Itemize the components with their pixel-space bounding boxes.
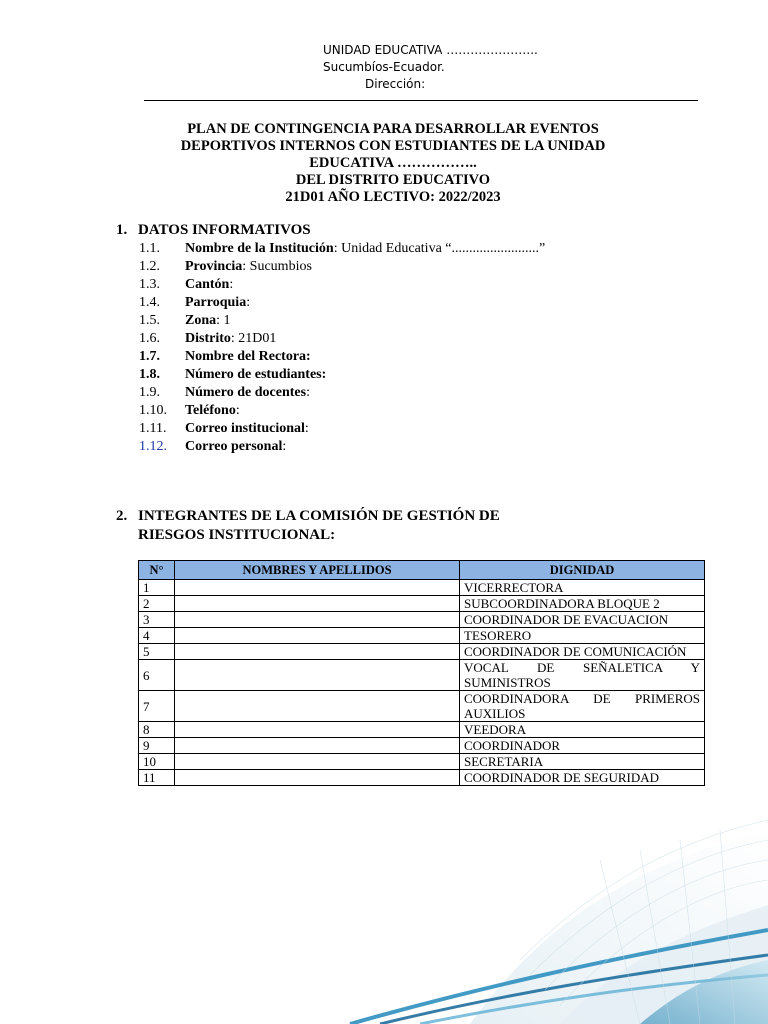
- item-value: : 1: [216, 313, 231, 328]
- row-role: VICERRECTORA: [460, 580, 705, 596]
- committee-members-table: [138, 560, 705, 786]
- table-row: [139, 596, 705, 612]
- table-row: [139, 738, 705, 754]
- item-label: Nombre de la Institución: [185, 241, 334, 256]
- row-role: VEEDORA: [460, 722, 705, 738]
- row-role: COORDINADORA DE PRIMEROS AUXILIOS: [460, 691, 705, 722]
- school-name-line: UNIDAD EDUCATIVA …………………..: [323, 43, 538, 57]
- item-number: 1.8.: [139, 367, 160, 382]
- row-role: VOCAL DE SEÑALETICA Y SUMINISTROS: [460, 660, 705, 691]
- item-label: Parroquia: [185, 295, 247, 310]
- section-1-heading: [116, 222, 311, 239]
- section-1-number: 1.: [116, 222, 128, 238]
- item-number: 1.1.: [139, 241, 160, 256]
- item-number: 1.3.: [139, 277, 160, 292]
- row-name-cell: [175, 596, 460, 612]
- document-title: [150, 121, 636, 206]
- table-row: [139, 691, 705, 722]
- row-number: 11: [139, 770, 175, 786]
- item-value: :: [235, 403, 240, 418]
- item-number: 1.4.: [139, 295, 160, 310]
- row-role: TESORERO: [460, 628, 705, 644]
- item-label: Cantón: [185, 277, 230, 292]
- row-role: SUBCOORDINADORA BLOQUE 2: [460, 596, 705, 612]
- row-number: 2: [139, 596, 175, 612]
- item-value: : Sucumbios: [242, 259, 312, 274]
- item-value: :: [304, 421, 309, 436]
- item-label: Distrito: [185, 331, 231, 346]
- table-row: [139, 612, 705, 628]
- column-header-names: NOMBRES Y APELLIDOS: [175, 561, 460, 580]
- column-header-number: N°: [139, 561, 175, 580]
- item-number: 1.7.: [139, 349, 160, 364]
- row-name-cell: [175, 660, 460, 691]
- item-number: 1.6.: [139, 331, 160, 346]
- title-line-2: DEPORTIVOS INTERNOS CON ESTUDIANTES DE LA UNIDAD: [180, 138, 606, 154]
- item-value: : 21D01: [230, 331, 277, 346]
- section-1-title: DATOS INFORMATIVOS: [138, 222, 311, 238]
- row-number: 8: [139, 722, 175, 738]
- item-value: :: [229, 277, 234, 292]
- row-role: SECRETARIA: [460, 754, 705, 770]
- row-name-cell: [175, 754, 460, 770]
- table-row: [139, 754, 705, 770]
- column-header-role: DIGNIDAD: [460, 561, 705, 580]
- title-line-5: 21D01 AÑO LECTIVO: 2022/2023: [285, 189, 501, 205]
- section-2-title-line-2: RIESGOS INSTITUCIONAL:: [138, 527, 336, 543]
- item-label: Teléfono: [185, 403, 236, 418]
- title-line-3: EDUCATIVA ……………..: [309, 155, 477, 171]
- row-number: 1: [139, 580, 175, 596]
- row-role: COORDINADOR DE COMUNICACIÓN: [460, 644, 705, 660]
- row-name-cell: [175, 644, 460, 660]
- table-header-row: [139, 561, 705, 580]
- row-number: 6: [139, 660, 175, 691]
- row-name-cell: [175, 612, 460, 628]
- item-value: :: [282, 439, 287, 454]
- item-label: Número de estudiantes:: [185, 367, 327, 382]
- table-row: [139, 770, 705, 786]
- title-line-4: DEL DISTRITO EDUCATIVO: [295, 172, 491, 188]
- item-value: : Unidad Educativa “.........................”: [333, 241, 546, 256]
- table-row: [139, 628, 705, 644]
- row-role: COORDINADOR DE SEGURIDAD: [460, 770, 705, 786]
- item-number: 1.12.: [139, 439, 167, 454]
- row-name-cell: [175, 738, 460, 754]
- item-number: 1.2.: [139, 259, 160, 274]
- table-row: [139, 722, 705, 738]
- item-label: Número de docentes: [185, 385, 307, 400]
- section-2-title-line-1: INTEGRANTES DE LA COMISIÓN DE GESTIÓN DE: [138, 508, 500, 524]
- row-number: 7: [139, 691, 175, 722]
- item-number: 1.5.: [139, 313, 160, 328]
- row-name-cell: [175, 580, 460, 596]
- item-label: Correo personal: [185, 439, 283, 454]
- row-name-cell: [175, 722, 460, 738]
- item-value: :: [246, 295, 251, 310]
- item-label: Nombre del Rectora:: [185, 349, 311, 364]
- row-number: 4: [139, 628, 175, 644]
- row-number: 9: [139, 738, 175, 754]
- row-role: COORDINADOR DE EVACUACION: [460, 612, 705, 628]
- table-row: [139, 644, 705, 660]
- address-line: Dirección:: [365, 77, 426, 91]
- item-number: 1.11.: [139, 421, 167, 436]
- table-row: [139, 660, 705, 691]
- table-row: [139, 580, 705, 596]
- item-label: Provincia: [185, 259, 243, 274]
- item-label: Correo institucional: [185, 421, 305, 436]
- location-line: Sucumbíos-Ecuador.: [323, 60, 445, 74]
- title-line-1: PLAN DE CONTINGENCIA PARA DESARROLLAR EVENTOS: [187, 121, 599, 137]
- row-number: 3: [139, 612, 175, 628]
- item-number: 1.10.: [139, 403, 167, 418]
- row-name-cell: [175, 770, 460, 786]
- header-divider: [144, 100, 698, 101]
- item-value: :: [306, 385, 310, 400]
- section-2-number: 2.: [116, 508, 128, 524]
- row-number: 10: [139, 754, 175, 770]
- item-number: 1.9.: [139, 385, 160, 400]
- row-name-cell: [175, 691, 460, 722]
- row-name-cell: [175, 628, 460, 644]
- row-role: COORDINADOR: [460, 738, 705, 754]
- row-number: 5: [139, 644, 175, 660]
- item-label: Zona: [185, 313, 217, 328]
